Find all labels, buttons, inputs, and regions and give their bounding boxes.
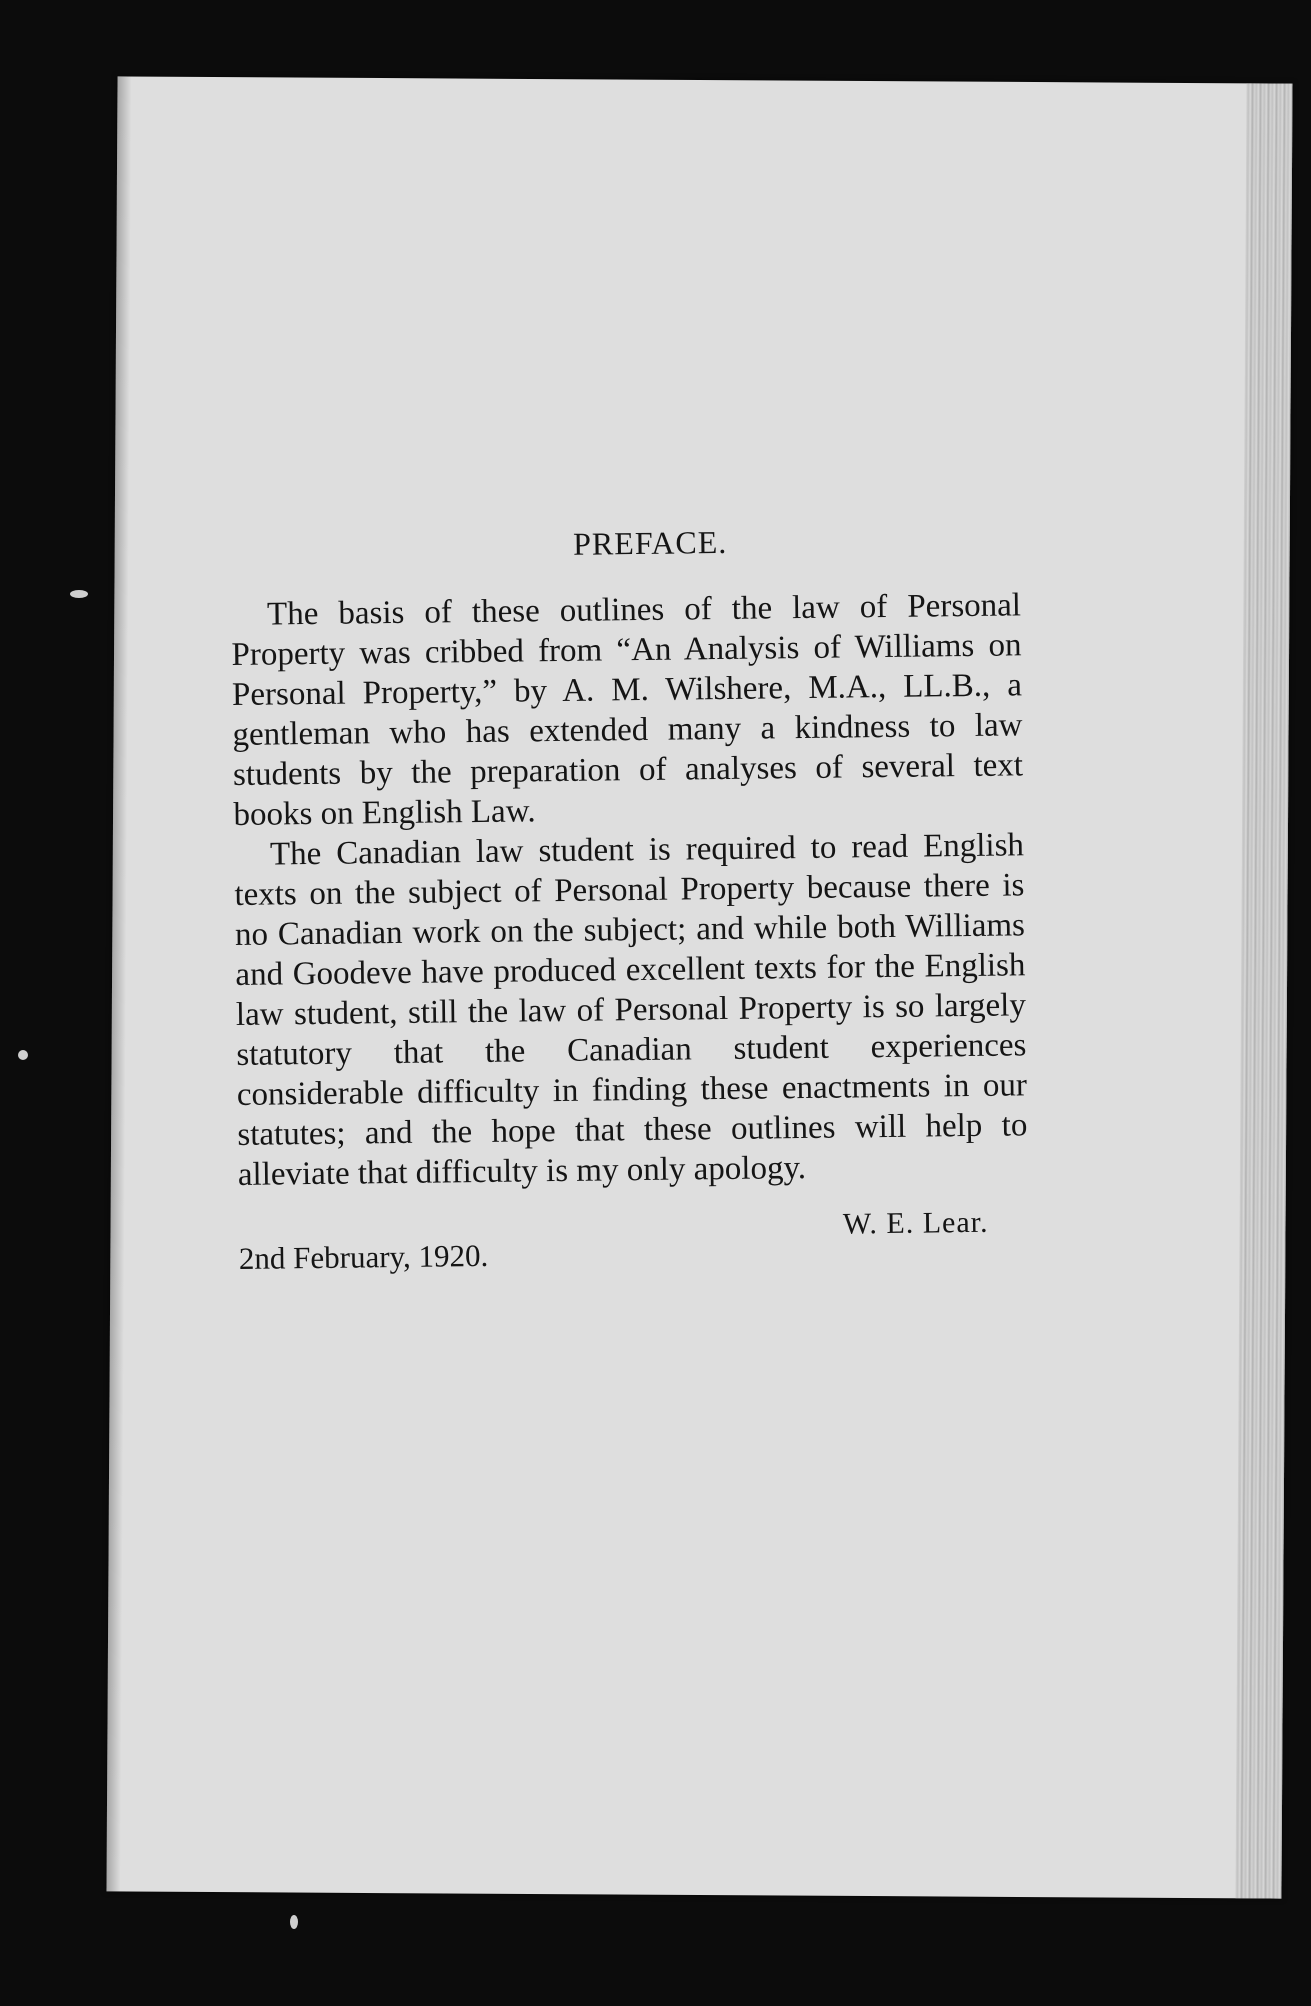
author-signature: W. E. Lear. (842, 1205, 989, 1241)
spine-shadow (106, 76, 131, 1891)
preface-text (230, 520, 1029, 1277)
dust-speck (70, 590, 88, 598)
dust-speck (290, 1915, 298, 1929)
paragraph: The basis of these outlines of the law of Personal Property was cribbed from “An Analysis of Williams on Personal Property,” by A. M. Wilshere, M.A., LL.B., a gentleman who has extended many a kindness to law students by the preparation of analyses of several text books on English Law. (231, 587, 1024, 833)
dust-speck (18, 1050, 28, 1060)
page-title: PREFACE. (572, 523, 728, 562)
paragraph: The Canadian law student is required to read English texts on the subject of Personal Property because there is no Canadian work on the subject; and while both Williams and Goodeve have produced excellent texts for the English law student, still the law of Personal Property is so largely statutory that the Canadian student experiences considerable difficulty in finding these enactments in our statutes; and the hope that these outlines will help to alleviate that difficulty is my only apology. (234, 827, 1028, 1193)
page-edge (1235, 83, 1292, 1898)
date-line: 2nd February, 1920. (238, 1237, 489, 1276)
